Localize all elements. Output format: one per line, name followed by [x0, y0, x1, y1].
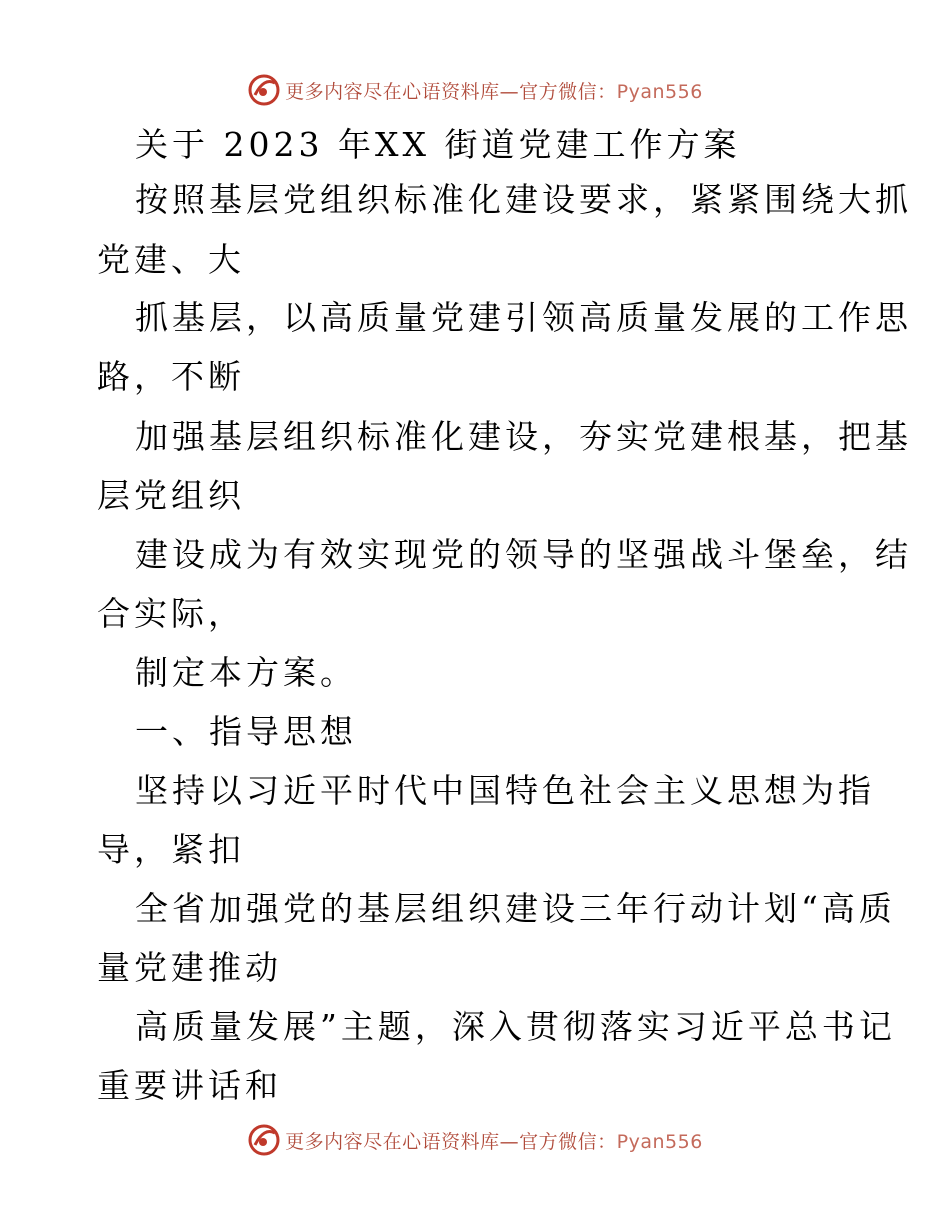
paragraph-line: 层党组织 [97, 476, 245, 515]
header-wechat-id: Pyan556 [616, 80, 703, 103]
document-title: 关于 2023 年XX 街道党建工作方案 [135, 125, 741, 164]
paragraph-line: 抓基层，以高质量党建引领高质量发展的工作思 [135, 298, 912, 337]
paragraph-line: 路，不断 [97, 357, 245, 396]
paragraph-line: 导，紧扣 [97, 830, 245, 869]
paragraph-line: 党建、大 [97, 240, 245, 279]
paragraph-line: 制定本方案。 [135, 653, 357, 692]
header-banner [0, 70, 950, 110]
footer-banner-label: 更多内容尽在心语资料库—官方微信： [285, 1130, 617, 1153]
paragraph-line: 坚持以习近平时代中国特色社会主义思想为指 [135, 771, 875, 810]
footer-wechat-id: Pyan556 [616, 1130, 703, 1153]
paragraph-line: 高质量发展”主题，深入贯彻落实习近平总书记 [135, 1007, 896, 1046]
brand-logo-icon [247, 73, 281, 107]
paragraph-line: 全省加强党的基层组织建设三年行动计划“高质 [135, 889, 896, 928]
paragraph-line: 建设成为有效实现党的领导的坚强战斗堡垒，结 [135, 535, 912, 574]
footer-banner-text [285, 1127, 703, 1154]
paragraph-line: 加强基层组织标准化建设，夯实党建根基，把基 [135, 417, 912, 456]
header-banner-label: 更多内容尽在心语资料库—官方微信： [285, 80, 617, 103]
header-banner-text [285, 77, 703, 104]
brand-logo-icon [247, 1123, 281, 1157]
section-heading: 一、指导思想 [135, 712, 357, 751]
paragraph-line: 按照基层党组织标准化建设要求，紧紧围绕大抓 [135, 180, 912, 219]
paragraph-line: 量党建推动 [97, 948, 282, 987]
paragraph-line: 合实际， [97, 594, 245, 633]
paragraph-line: 重要讲话和 [97, 1066, 282, 1105]
footer-banner [0, 1120, 950, 1160]
